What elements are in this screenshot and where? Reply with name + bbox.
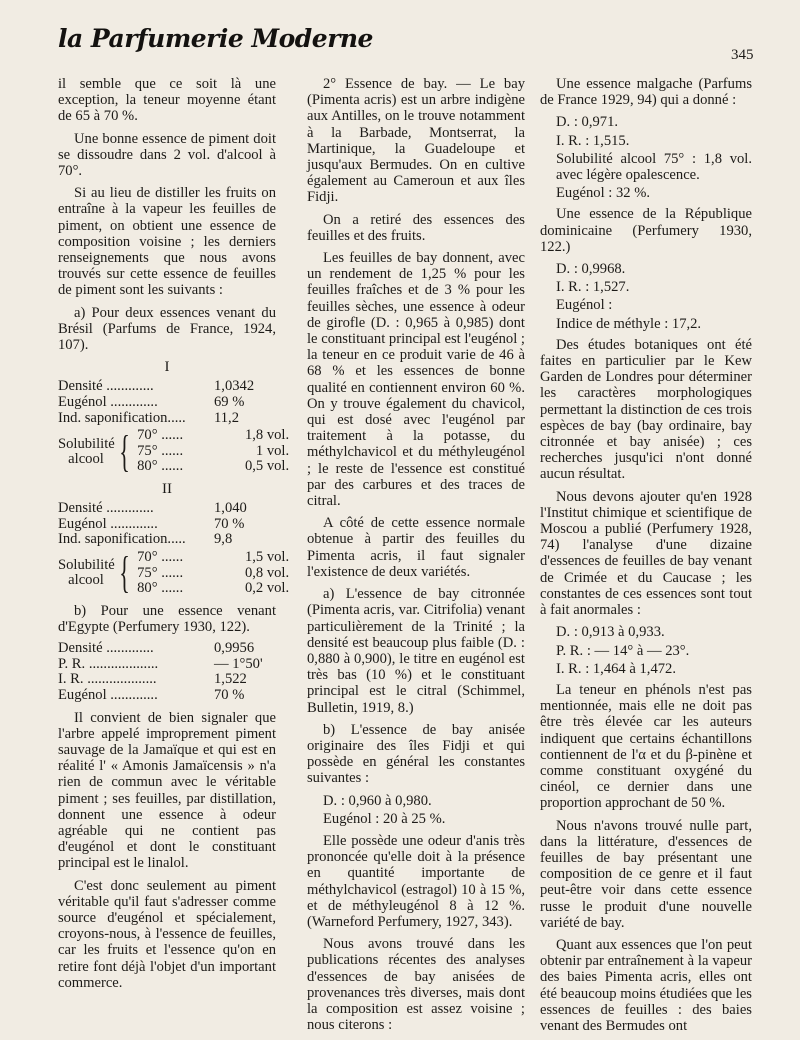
row-label: Ind. saponification..... [58,532,186,548]
table-row [58,657,276,673]
paragraph: Elle possède une odeur d'anis très prononcée qu'elle doit à la présence en quantité importante de méthylchavicol (estragol) 10 à 15 %, et de méthyleugénol 8 à 12 %. (Warneford Perfumery, 1927, 343). [307,832,525,930]
constants-table-1 [58,379,276,426]
table-row [58,517,276,533]
solubility-block [58,548,290,598]
masthead-logo: la Parfumerie Moderne [58,24,373,53]
column-3 [540,76,752,1040]
table-row [58,501,276,517]
row-label: Densité ............. [58,501,154,517]
paragraph: Une essence malgache (Parfums de France 1929, 94) qui a donné : [540,76,752,109]
row-label: 70° ...... [137,428,184,444]
table-row [58,688,276,704]
solubility-label: Solubilité alcool [58,557,115,589]
paragraph: A côté de cette essence normale obtenue à partir des feuilles du Pimenta acris, il faut signaler l'existence de deux variétés. [307,515,525,580]
row-value: 1,522 [214,671,247,688]
table-row [137,581,289,597]
paragraph: a) Pour deux essences venant du Brésil (Parfums de France, 1924, 107). [58,304,276,354]
constant-line: Eugénol : 20 à 25 %. [323,810,446,827]
table-row [58,395,276,411]
row-label: Densité ............. [58,641,154,657]
row-label: 75° ...... [137,443,184,459]
constant-line: Eugénol : 32 %. [556,185,651,202]
paragraph: Une bonne essence de piment doit se dissoudre dans 2 vol. d'alcool à 70°. [58,130,276,180]
paragraph: Nous devons ajouter qu'en 1928 l'Institut chimique et scientifique de Moscou a publié (Perfumery 1928, 74) l'analyse d'une dizaine d'essences de feuilles de bay venant de Crimée et du Caucase ; les constantes de ces essences sont tout à fait anormales : [540,488,752,619]
table-row [137,459,289,475]
brace-icon: { [119,426,130,476]
table-row [58,672,276,688]
table-row [137,428,289,444]
constant-line: I. R. : 1,515. [556,132,630,149]
row-value: 1,0342 [214,378,255,395]
row-value: 11,2 [214,409,239,426]
constant-line: D. : 0,960 à 0,980. [323,792,432,809]
paragraph: b) L'essence de bay anisée originaire des îles Fidji et qui possède en général les constantes suivantes : [307,721,525,787]
paragraph: C'est donc seulement au piment véritable qu'il faut s'adresser comme source d'eugénol et spécialement, croyons-nous, à l'essence de feuilles, car les fruits et l'essence qu'on en retire font déjà l'objet d'un important commerce. [58,877,276,991]
row-value: 70 % [214,515,245,532]
paragraph: b) Pour une essence venant d'Egypte (Perfumery 1930, 122). [58,602,276,635]
paragraph: 2° Essence de bay. — Le bay (Pimenta acris) est un arbre indigène aux Antilles, on le trouve notamment à la Barbade, Montserrat, la Martinique, la Guadeloupe et jusqu'aux Bermudes. On en cultive également au Cameroun et aux îles Fidji. [307,76,525,206]
page-number: 345 [731,47,754,63]
table-heading: II [162,481,172,498]
row-label: 80° ...... [137,459,184,475]
paragraph: il semble que ce soit là une exception, la teneur moyenne étant de 65 à 70 %. [58,76,276,125]
table-row [58,532,276,548]
row-label: Eugénol ............. [58,516,158,532]
table-row [137,566,289,582]
paragraph: Si au lieu de distiller les fruits on entraîne à la vapeur les feuilles de piment, on obtient une essence de composition voisine ; les derniers renseignements que nous avons trouvés sur cette essence de feuilles de piment sont les suivants : [58,185,276,299]
row-label: Eugénol ............. [58,395,158,411]
paragraph: Nous avons trouvé dans les publications récentes des analyses d'essences de bay anisées de provenances très diverses, mais dont la composition est assez voisine ; nous citerons : [307,936,525,1034]
paragraph: Des études botaniques ont été faites en particulier par le Kew Garden de Londres pour déterminer les caractères morphologiques permettant la distinction de ces trois espèces de bay (bay ordinaire, bay citronnée et bay anisée) ; ces recherches jusqu'ici n'ont donné aucun résultat. [540,336,752,483]
brace-icon: { [119,548,130,598]
row-label: Ind. saponification..... [58,410,186,426]
constant-line: D. : 0,971. [556,114,619,131]
row-value: 0,2 vol. [244,580,290,597]
row-label: Densité ............. [58,379,154,395]
row-label: I. R. ................... [58,672,157,688]
paragraph: On a retiré des essences des feuilles et des fruits. [307,211,525,244]
paragraph: La teneur en phénols n'est pas mentionnée, mais elle ne doit pas être très élevée car les auteurs indiquent que certains échantillons contiennent de l'α et du β-pinène et comme constituant oxygéné du cinéol, ce dernier dans une proportion approchant de 50 %. [540,681,752,812]
row-value: 0,9956 [214,640,255,657]
row-label: 70° ...... [137,550,184,565]
row-value: 9,8 [214,531,233,548]
paragraph: Les feuilles de bay donnent, avec un rendement de 1,25 % pour les feuilles fraîches et de 3 % pour les feuilles sèches, une essence à odeur de girofle (D. : 0,965 à 0,985) dont le constituant principal est l'eugénol ; la teneur en ce produit varie de 46 à 68 % et les essences de bonne qualité en contiennent environ 60 %. On y trouve également du chavicol, qui est dosé avec l'eugénol par traitement à la potasse, du méthylchavicol et du méthyleugénol ; le reste de l'essence est constitué par des carbures et des traces de citral. [307,250,525,510]
constant-line: I. R. : 1,527. [556,279,630,296]
constant-line: D. : 0,9968. [556,261,626,278]
row-value: 69 % [214,394,245,411]
row-value: 1,040 [214,500,247,517]
row-value: 0,8 vol. [244,564,290,581]
paragraph: Nous n'avons trouvé nulle part, dans la littérature, d'essences de feuilles de bay présentant une composition de ce genre et il faut peut-être voir dans cette essence russe le produit d'une nouvelle variété de bay. [540,817,752,931]
constant-line: D. : 0,913 à 0,933. [556,624,665,641]
paragraph: Une essence de la République dominicaine (Perfumery 1930, 122.) [540,206,752,255]
constant-line: P. R. : — 14° à — 23°. [556,642,690,659]
paragraph: Il convient de bien signaler que l'arbre appelé improprement piment sauvage de la Jamaïque et qui est en réalité l' « Amonis Jamaïcensis » n'a rien de commun avec le véritable piment ; ses feuilles, par distillation, donnent une essence à odeur agréable qui ne contient pas d'eugénol et dont le constituant principal est le linalol. [58,709,276,872]
table-heading: I [164,359,170,376]
constant-line: I. R. : 1,464 à 1,472. [556,660,676,677]
row-value: 1,8 vol. [244,427,290,444]
row-value: 0,5 vol. [244,458,290,475]
row-value: — 1°50' [214,655,263,672]
constants-table-3 [58,641,276,703]
column-1 [58,76,290,997]
table-row [58,379,276,395]
solubility-block [58,426,290,476]
constant-line: Solubilité alcool 75° : 1,8 vol. avec légère opalescence. [556,150,752,184]
paragraph: a) L'essence de bay citronnée (Pimenta acris, var. Citrifolia) venant particulièrement de la Trinité ; la densité est beaucoup plus faible (D. : 0,880 à 0,900), le titre en eugénol est très bas (10 %) et le constituant principal est le citral (Schimmel, Bulletin, 1919, 8.) [307,586,525,716]
solubility-label: Solubilité alcool [58,435,115,467]
table-row [58,411,276,427]
row-value: 1 vol. [255,442,290,459]
row-label: Eugénol ............. [58,687,158,703]
paragraph: Quant aux essences que l'on peut obtenir par entraînement à la vapeur des baies Pimenta acris, elles ont été beaucoup moins étudiées que les essences de feuilles : des baies venant des Bermudes ont [540,936,752,1034]
constant-line: Indice de méthyle : 17,2. [556,315,702,332]
row-value: 1,5 vol. [244,549,290,565]
constant-line: Eugénol : [556,297,613,314]
table-row [137,444,289,460]
row-label: 75° ...... [137,565,184,581]
column-2 [307,76,525,1039]
constants-table-2 [58,501,276,548]
table-row [58,641,276,657]
table-row [137,550,289,566]
row-label: 80° ...... [137,581,184,597]
row-value: 70 % [214,686,245,703]
row-label: P. R. ................... [58,656,159,672]
